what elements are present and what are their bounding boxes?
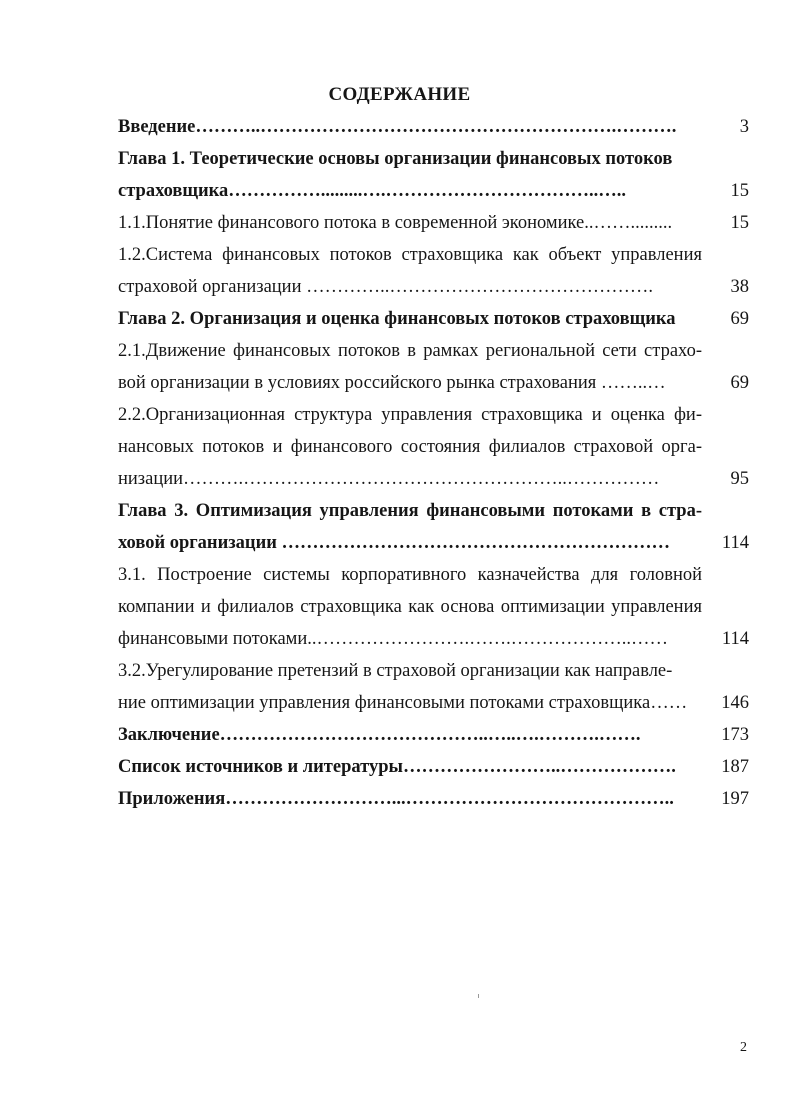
toc-entry-text: 2.2.Организационная структура управления страховщика и оценка фи- xyxy=(118,405,702,425)
toc-entry-text: нансовых потоков и финансового состояния филиалов страховой орга- xyxy=(118,437,702,457)
toc-entry-page: 146 xyxy=(721,693,749,713)
toc-entry-text: Список источников и литературы……………………..………………. xyxy=(118,757,676,777)
toc-entry-page: 173 xyxy=(721,725,749,745)
toc-entry-page: 95 xyxy=(730,469,749,489)
toc-entry-text: низации……….……………………………………………..…………… xyxy=(118,469,660,489)
toc-entry-text: ховой организации ……………………………………………………… xyxy=(118,533,671,553)
toc-title: СОДЕРЖАНИЕ xyxy=(328,84,471,105)
toc-entry-text: Глава 1. Теоретические основы организации финансовых потоков xyxy=(118,149,673,169)
toc-entry-text: финансовыми потоками..…………………….…….………………..…… xyxy=(118,629,669,649)
toc-entry-text: ние оптимизации управления финансовыми потоками страховщика…… xyxy=(118,693,688,713)
toc-entry-page: 38 xyxy=(730,277,749,297)
toc-entry-page: 3 xyxy=(739,117,749,137)
toc-entry-text: 3.2.Урегулирование претензий в страховой организации как направле- xyxy=(118,661,673,681)
toc-entry-page: 69 xyxy=(730,309,749,329)
toc-entry-text: Заключение……………………………………..…..….……….……. xyxy=(118,725,641,745)
toc-entry-page: 114 xyxy=(721,629,749,649)
toc-entry-page: 69 xyxy=(730,373,749,393)
toc-entry-text: Введение………..………………………………………………….………. xyxy=(118,117,677,137)
toc-entry-text: компании и филиалов страховщика как основа оптимизации управления xyxy=(118,597,702,617)
scan-speck xyxy=(478,994,479,998)
toc-entry-page: 197 xyxy=(721,789,749,809)
toc-entry-text: 2.1.Движение финансовых потоков в рамках региональной сети страхо- xyxy=(118,341,702,361)
toc-entry-text: Глава 3. Оптимизация управления финансовыми потоками в стра- xyxy=(118,501,702,521)
toc-entry-text: вой организации в условиях российского рынка страхования ……..… xyxy=(118,373,666,393)
toc-entry-text: 3.1. Построение системы корпоративного казначейства для головной xyxy=(118,565,702,585)
toc-entry-page: 15 xyxy=(730,181,749,201)
toc-entry-text: страховщика…………….........….……………………………..….. xyxy=(118,181,627,201)
toc-entry-page: 15 xyxy=(730,213,749,233)
toc-entry-text: 1.2.Система финансовых потоков страховщика как объект управления xyxy=(118,245,702,265)
toc-entry-text: 1.1.Понятие финансового потока в современной экономике..……......... xyxy=(118,213,673,233)
toc-entry-text: страховой организации …………..……………………………………. xyxy=(118,277,653,297)
toc-entry-text: Приложения………………………...…………………………………….. xyxy=(118,789,674,809)
toc-entry-page: 187 xyxy=(721,757,749,777)
toc-entry-page: 114 xyxy=(721,533,749,553)
toc-entry-text: Глава 2. Организация и оценка финансовых потоков страховщика xyxy=(118,309,676,329)
page-number: 2 xyxy=(740,1040,747,1055)
